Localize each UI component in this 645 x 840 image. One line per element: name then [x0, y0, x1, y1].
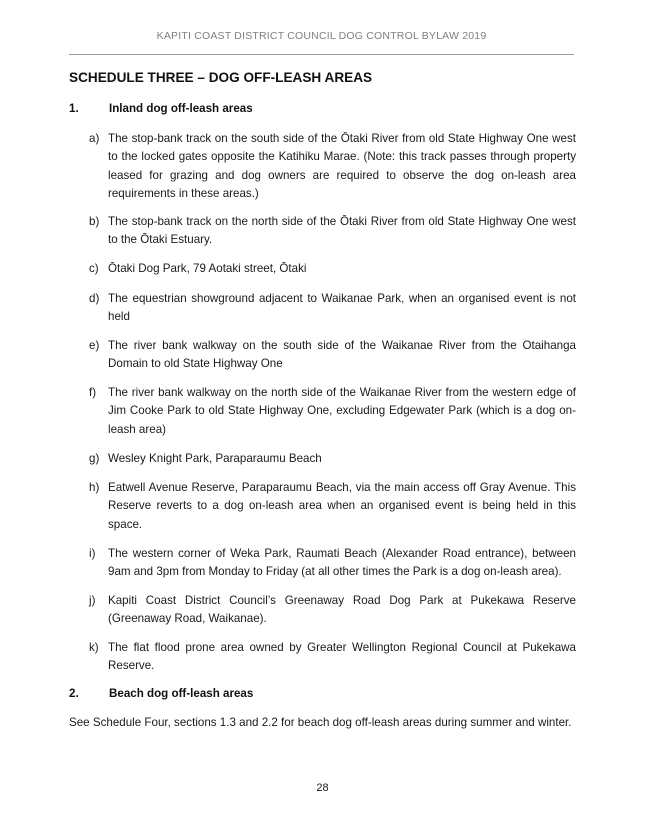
- item-letter: h): [89, 481, 100, 494]
- header-divider: [69, 54, 574, 55]
- list-item: [89, 479, 576, 534]
- item-text: The flat flood prone area owned by Greater Wellington Regional Council at Pukekawa Reserve.: [108, 641, 576, 673]
- section-2-paragraph: See Schedule Four, sections 1.3 and 2.2 for beach dog off-leash areas during summer and winter.: [69, 716, 572, 729]
- list-item: [89, 592, 576, 629]
- list-item: [89, 130, 576, 204]
- item-text: The western corner of Weka Park, Raumati Beach (Alexander Road entrance), between 9am and 3pm from Monday to Friday (at all other times the Park is a dog on-leash area).: [108, 547, 576, 579]
- section-label: Beach dog off-leash areas: [109, 687, 254, 700]
- list-item: [89, 450, 576, 468]
- item-text: The equestrian showground adjacent to Waikanae Park, when an organised event is not held: [108, 292, 576, 324]
- item-letter: i): [89, 547, 96, 560]
- section-label: Inland dog off-leash areas: [109, 102, 253, 115]
- item-letter: g): [89, 452, 100, 465]
- schedule-title: SCHEDULE THREE – DOG OFF-LEASH AREAS: [69, 70, 373, 85]
- list-item: [89, 384, 576, 439]
- list-item: [89, 213, 576, 250]
- item-letter: j): [89, 594, 96, 607]
- item-text: Ōtaki Dog Park, 79 Aotaki street, Ōtaki: [108, 262, 307, 275]
- item-text: The river bank walkway on the north side of the Waikanae River from the western edge of Jim Cooke Park to old State Highway One, excluding Edgewater Park (which is a dog on-leash area): [108, 386, 576, 436]
- section-number: 1.: [69, 102, 79, 115]
- item-letter: c): [89, 262, 99, 275]
- item-letter: d): [89, 292, 100, 305]
- item-letter: a): [89, 132, 100, 145]
- list-item: [89, 337, 576, 374]
- item-text: Eatwell Avenue Reserve, Paraparaumu Beach, via the main access off Gray Avenue. This Reserve reverts to a dog on-leash area when an organised event is being held in this space.: [108, 481, 576, 531]
- list-item: [89, 545, 576, 582]
- item-letter: f): [89, 386, 97, 399]
- list-item: [89, 290, 576, 327]
- item-text: Kapiti Coast District Council’s Greenaway Road Dog Park at Pukekawa Reserve (Greenaway Road, Waikanae).: [108, 594, 576, 626]
- running-header: KAPITI COAST DISTRICT COUNCIL DOG CONTROL BYLAW 2019: [156, 30, 487, 42]
- list-item: [89, 639, 576, 676]
- item-letter: e): [89, 339, 100, 352]
- item-text: The stop-bank track on the north side of the Ōtaki River from old State Highway One west to the Ōtaki Estuary.: [108, 215, 576, 247]
- item-text: The river bank walkway on the south side of the Waikanae River from the Otaihanga Domain to old State Highway One: [108, 339, 576, 371]
- item-letter: k): [89, 641, 99, 654]
- item-letter: b): [89, 215, 100, 228]
- page-number: 28: [316, 782, 329, 794]
- section-number: 2.: [69, 687, 79, 700]
- item-text: Wesley Knight Park, Paraparaumu Beach: [108, 452, 322, 465]
- list-item: [89, 260, 576, 278]
- item-text: The stop-bank track on the south side of the Ōtaki River from old State Highway One west to the locked gates opposite the Katihiku Marae. (Note: this track passes through property leased for grazing and dog owners are required to observe the dog on-leash area requirements in these areas.): [108, 132, 576, 201]
